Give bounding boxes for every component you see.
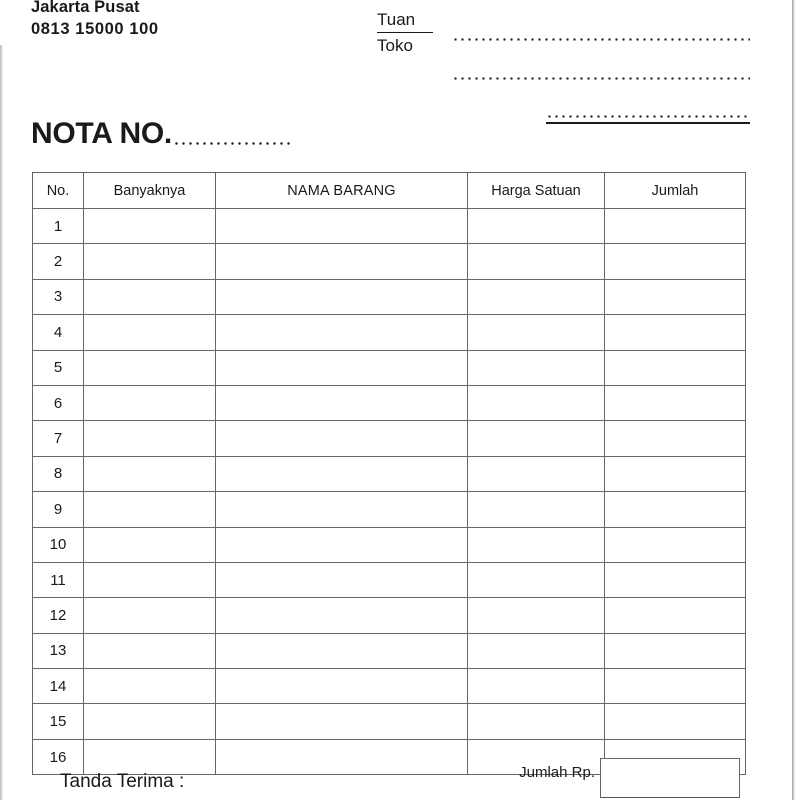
column-header-no: No. <box>33 173 84 209</box>
table-header-row <box>33 173 746 209</box>
row-number: 11 <box>33 562 84 597</box>
cell-price[interactable] <box>468 279 605 314</box>
cell-name[interactable] <box>216 350 468 385</box>
cell-amount[interactable] <box>605 244 746 279</box>
cell-price[interactable] <box>468 244 605 279</box>
cell-qty[interactable] <box>84 562 216 597</box>
grand-total-label: Jumlah Rp. <box>519 764 595 781</box>
cell-price[interactable] <box>468 421 605 456</box>
nota-number-input[interactable] <box>173 142 294 145</box>
cell-name[interactable] <box>216 633 468 668</box>
table-row <box>33 669 746 704</box>
cell-name[interactable] <box>216 421 468 456</box>
cell-amount[interactable] <box>605 315 746 350</box>
cell-amount[interactable] <box>605 527 746 562</box>
table-row <box>33 527 746 562</box>
row-number: 10 <box>33 527 84 562</box>
cell-amount[interactable] <box>605 598 746 633</box>
items-table-head <box>33 173 746 209</box>
nota-number-group <box>31 119 294 149</box>
row-number: 12 <box>33 598 84 633</box>
row-number: 7 <box>33 421 84 456</box>
table-row <box>33 315 746 350</box>
address-phone: 0813 15000 100 <box>31 20 159 38</box>
cell-amount[interactable] <box>605 633 746 668</box>
cell-amount[interactable] <box>605 421 746 456</box>
table-row <box>33 209 746 244</box>
cell-qty[interactable] <box>84 739 216 774</box>
cell-amount[interactable] <box>605 385 746 420</box>
recipient-fill-line-2[interactable] <box>452 77 750 80</box>
cell-price[interactable] <box>468 598 605 633</box>
cell-qty[interactable] <box>84 350 216 385</box>
cell-qty[interactable] <box>84 279 216 314</box>
row-number: 5 <box>33 350 84 385</box>
cell-price[interactable] <box>468 385 605 420</box>
cell-amount[interactable] <box>605 456 746 491</box>
cell-name[interactable] <box>216 492 468 527</box>
cell-name[interactable] <box>216 704 468 739</box>
table-row <box>33 244 746 279</box>
recipient-label-group <box>377 8 433 57</box>
row-number: 1 <box>33 209 84 244</box>
business-address-block <box>31 0 159 40</box>
cell-amount[interactable] <box>605 669 746 704</box>
cell-price[interactable] <box>468 350 605 385</box>
nota-number-label: NOTA NO. <box>31 117 172 150</box>
row-number: 13 <box>33 633 84 668</box>
row-number: 3 <box>33 279 84 314</box>
cell-price[interactable] <box>468 209 605 244</box>
grand-total-input[interactable] <box>600 758 740 798</box>
table-row <box>33 279 746 314</box>
recipient-fill-line-3-underline <box>546 122 750 124</box>
column-header-amount: Jumlah <box>605 173 746 209</box>
cell-name[interactable] <box>216 244 468 279</box>
cell-price[interactable] <box>468 492 605 527</box>
column-header-price: Harga Satuan <box>468 173 605 209</box>
cell-qty[interactable] <box>84 315 216 350</box>
table-row <box>33 598 746 633</box>
row-number: 8 <box>33 456 84 491</box>
cell-name[interactable] <box>216 598 468 633</box>
cell-name[interactable] <box>216 315 468 350</box>
cell-amount[interactable] <box>605 209 746 244</box>
table-row <box>33 350 746 385</box>
column-header-qty: Banyaknya <box>84 173 216 209</box>
cell-qty[interactable] <box>84 598 216 633</box>
table-row <box>33 633 746 668</box>
cell-name[interactable] <box>216 385 468 420</box>
cell-amount[interactable] <box>605 279 746 314</box>
cell-price[interactable] <box>468 456 605 491</box>
cell-name[interactable] <box>216 669 468 704</box>
cell-name[interactable] <box>216 456 468 491</box>
cell-price[interactable] <box>468 633 605 668</box>
cell-name[interactable] <box>216 209 468 244</box>
cell-amount[interactable] <box>605 704 746 739</box>
row-number: 14 <box>33 669 84 704</box>
cell-qty[interactable] <box>84 492 216 527</box>
cell-qty[interactable] <box>84 244 216 279</box>
row-number: 15 <box>33 704 84 739</box>
table-row <box>33 456 746 491</box>
cell-name[interactable] <box>216 562 468 597</box>
paper-edge-right <box>792 0 795 800</box>
cell-qty[interactable] <box>84 385 216 420</box>
cell-amount[interactable] <box>605 492 746 527</box>
cell-price[interactable] <box>468 527 605 562</box>
cell-qty[interactable] <box>84 209 216 244</box>
cell-price[interactable] <box>468 704 605 739</box>
row-number: 16 <box>33 739 84 774</box>
cell-qty[interactable] <box>84 633 216 668</box>
address-city: Jakarta Pusat <box>31 0 140 16</box>
cell-name[interactable] <box>216 279 468 314</box>
cell-qty[interactable] <box>84 456 216 491</box>
row-number: 2 <box>33 244 84 279</box>
paper-edge-left <box>0 45 3 800</box>
cell-name[interactable] <box>216 739 468 774</box>
signature-label: Tanda Terima : <box>60 771 185 792</box>
cell-name[interactable] <box>216 527 468 562</box>
cell-price[interactable] <box>468 315 605 350</box>
cell-qty[interactable] <box>84 669 216 704</box>
row-number: 9 <box>33 492 84 527</box>
grand-total-underline <box>602 797 740 798</box>
recipient-label-tuan: Tuan <box>377 8 433 33</box>
items-table <box>32 172 746 775</box>
cell-qty[interactable] <box>84 527 216 562</box>
table-row <box>33 704 746 739</box>
recipient-label-toko: Toko <box>377 36 413 55</box>
column-header-name: NAMA BARANG <box>216 173 468 209</box>
cell-qty[interactable] <box>84 704 216 739</box>
cell-qty[interactable] <box>84 421 216 456</box>
table-row <box>33 562 746 597</box>
recipient-fill-line-1[interactable] <box>452 38 750 41</box>
cell-amount[interactable] <box>605 562 746 597</box>
table-row <box>33 492 746 527</box>
items-table-body <box>33 209 746 775</box>
cell-price[interactable] <box>468 669 605 704</box>
cell-amount[interactable] <box>605 350 746 385</box>
row-number: 6 <box>33 385 84 420</box>
table-row <box>33 421 746 456</box>
row-number: 4 <box>33 315 84 350</box>
table-row <box>33 385 746 420</box>
cell-price[interactable] <box>468 562 605 597</box>
items-table-wrapper <box>32 172 740 775</box>
recipient-fill-line-3[interactable] <box>546 115 750 118</box>
